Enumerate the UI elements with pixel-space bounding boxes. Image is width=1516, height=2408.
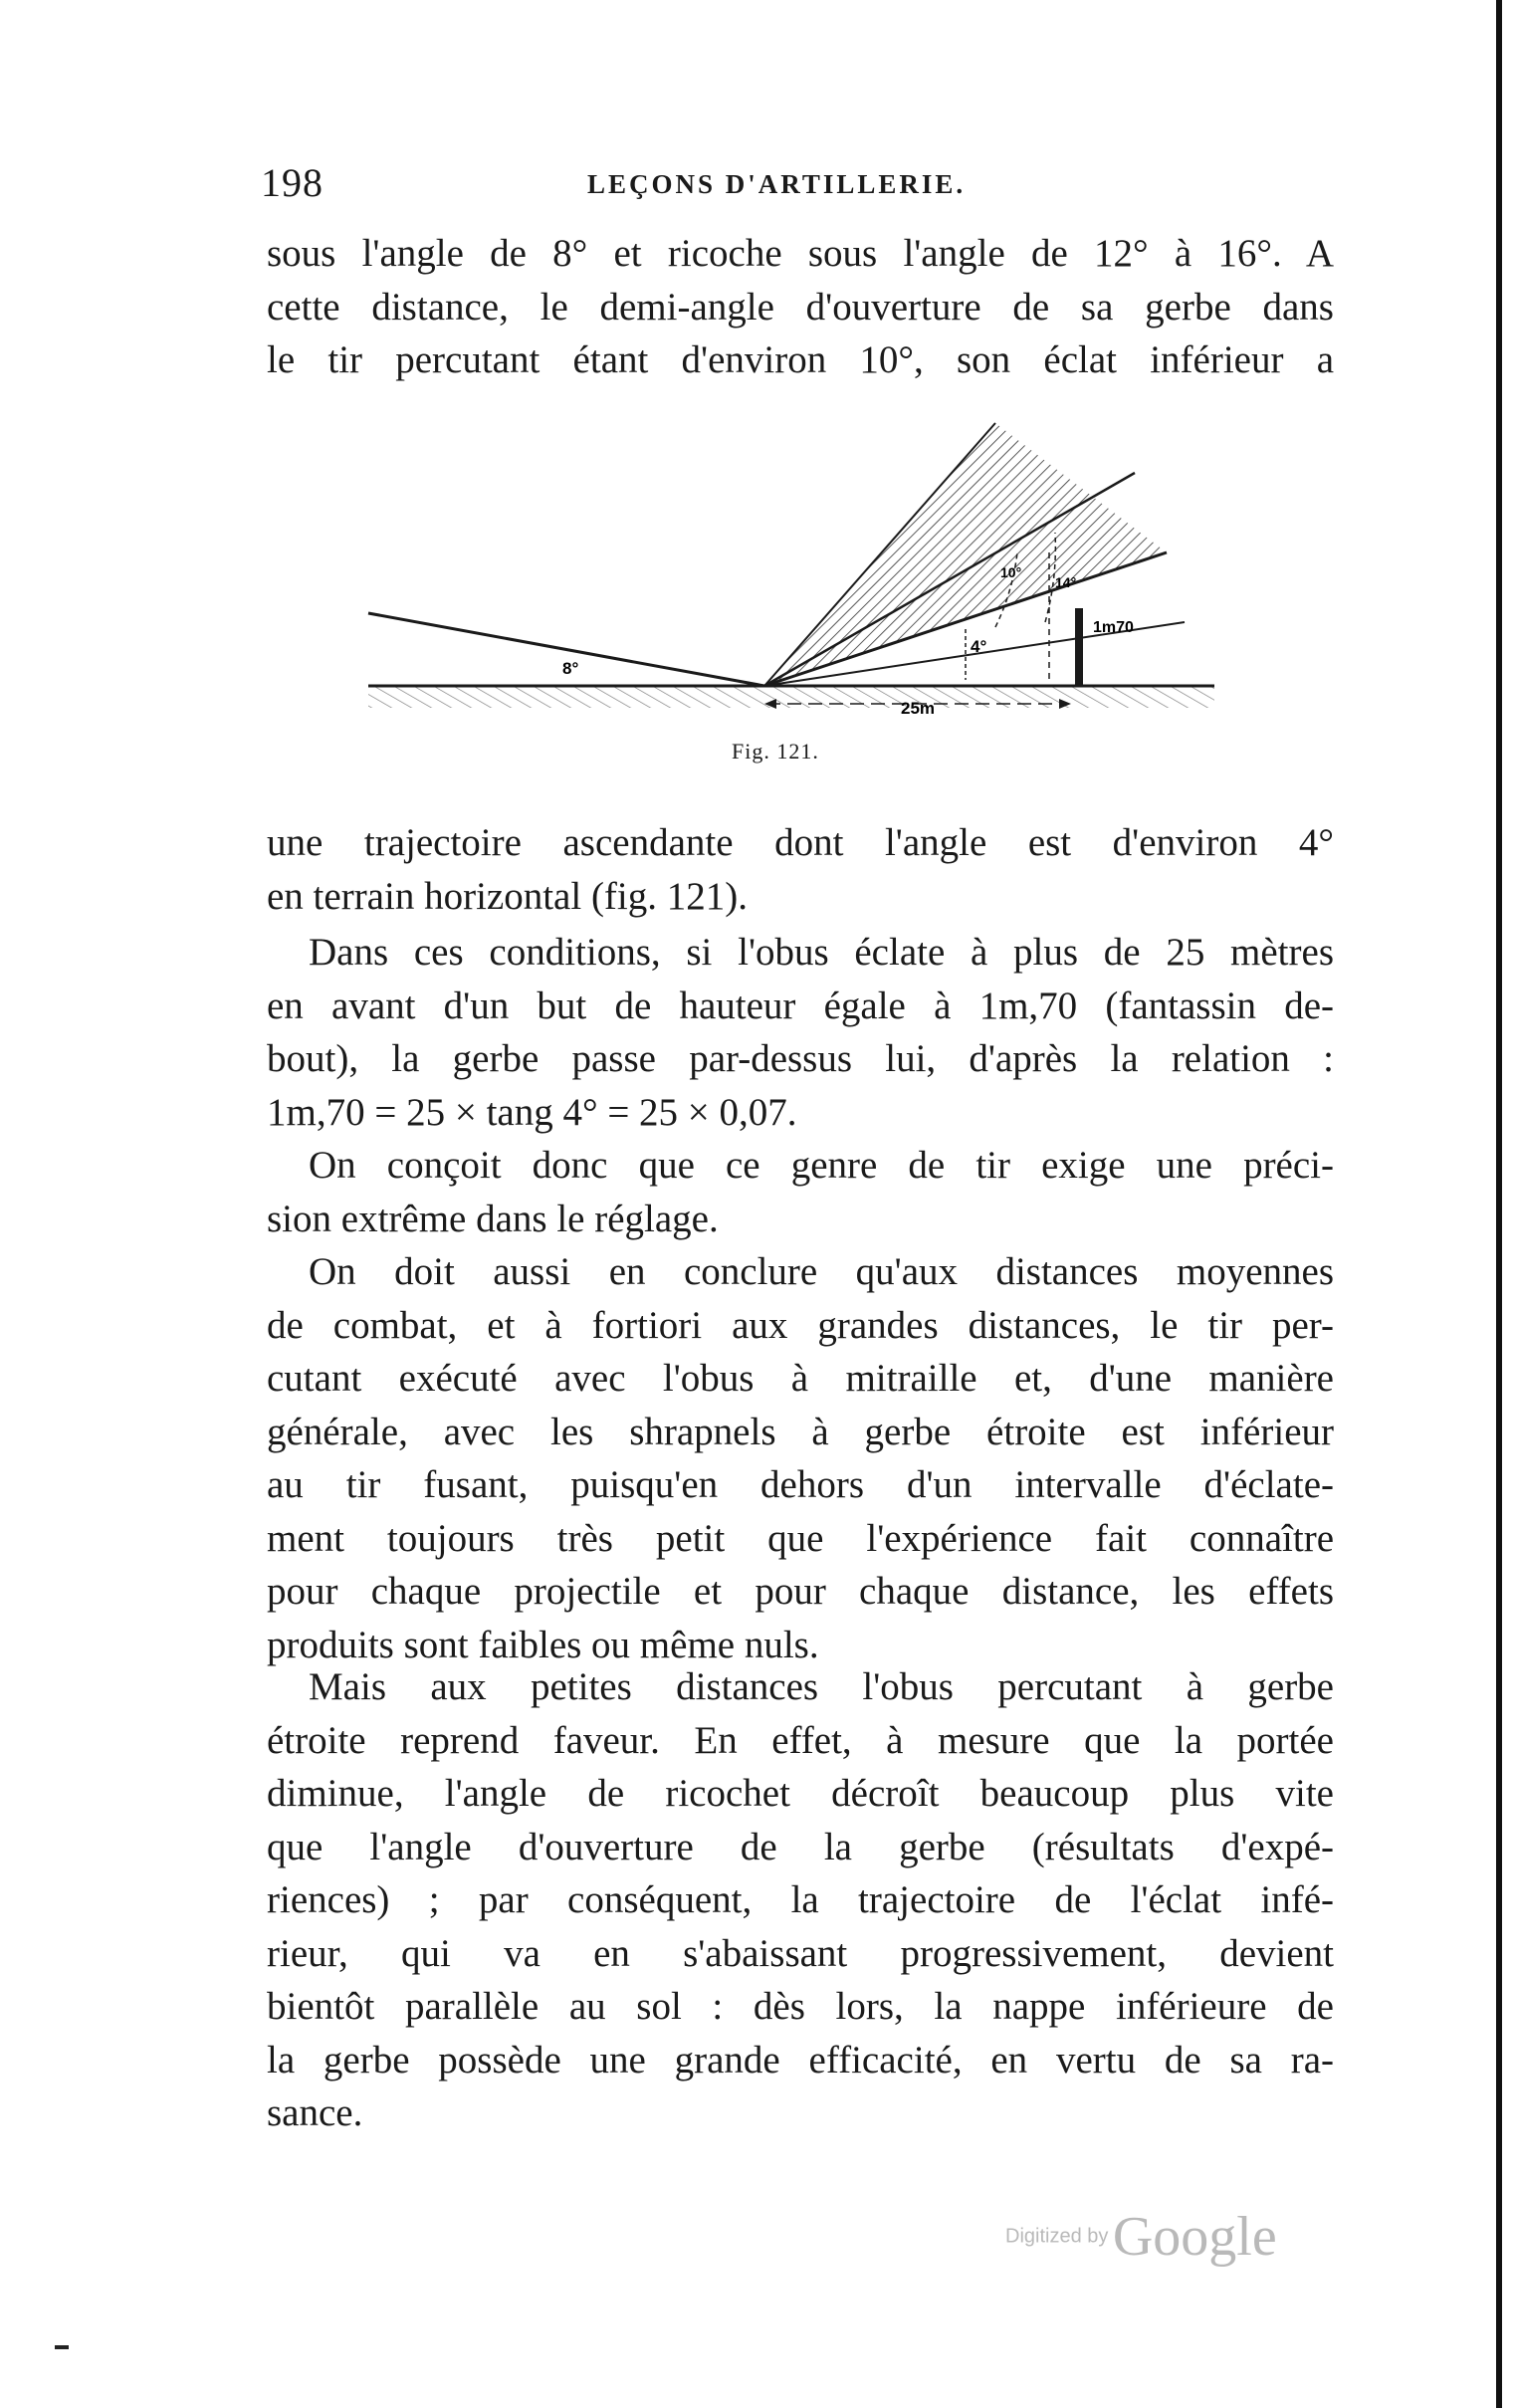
text-line: bientôt parallèle au sol : dès lors, la nappe inférieure de — [267, 1985, 1334, 2028]
text-line: cette distance, le demi-angle d'ouverture de sa gerbe dans — [267, 285, 1334, 328]
label-height: 1m70 — [1093, 619, 1134, 636]
text-line: une trajectoire ascendante dont l'angle est d'environ 4° — [267, 821, 1334, 864]
paragraph-oncoit — [267, 1139, 1334, 1245]
text-line: rieur, qui va en s'abaissant progressivement, devient — [267, 1931, 1334, 1975]
text-line: bout), la gerbe passe par-dessus lui, d'après la relation : — [267, 1037, 1334, 1080]
watermark-prefix: Digitized by — [1005, 2225, 1109, 2248]
text-line: générale, avec les shrapnels à gerbe étroite est inférieur — [267, 1410, 1334, 1453]
text-line: riences) ; par conséquent, la trajectoire de l'éclat infé- — [267, 1878, 1334, 1921]
figure-caption: Fig. 121. — [732, 739, 819, 764]
text-line: Mais aux petites distances l'obus percutant à gerbe — [309, 1665, 1334, 1708]
text-line: en terrain horizontal (fig. 121). — [267, 874, 748, 918]
paragraph-top — [267, 227, 1334, 387]
text-line: Dans ces conditions, si l'obus éclate à plus de 25 mètres — [309, 931, 1334, 974]
text-line: produits sont faibles ou même nuls. — [267, 1623, 819, 1666]
label-angle-8: 8° — [562, 659, 579, 678]
paragraph-continuation — [267, 816, 1334, 923]
paragraph-mais — [267, 1660, 1334, 2140]
text-line: sance. — [267, 2091, 363, 2134]
figure-121-diagram — [358, 413, 1254, 732]
text-line: la gerbe possède une grande efficacité, en vertu de sa ra- — [267, 2038, 1334, 2081]
text-line: On conçoit donc que ce genre de tir exige une préci- — [309, 1144, 1334, 1187]
scan-speck — [55, 2345, 69, 2349]
text-line: pour chaque projectile et pour chaque distance, les effets — [267, 1570, 1334, 1613]
page-number: 198 — [261, 160, 324, 205]
label-angle-14: 14° — [1055, 574, 1077, 590]
text-line: 1m,70 = 25 × tang 4° = 25 × 0,07. — [267, 1090, 797, 1134]
digitized-watermark — [1005, 2205, 1277, 2269]
text-line: au tir fusant, puisqu'en dehors d'un intervalle d'éclate- — [267, 1463, 1334, 1506]
text-line: le tir percutant étant d'environ 10°, son éclat inférieur a — [267, 338, 1334, 381]
label-angle-10: 10° — [1000, 564, 1022, 580]
text-line: ment toujours très petit que l'expérience fait connaître — [267, 1516, 1334, 1560]
paragraph-doit — [267, 1245, 1334, 1671]
text-line: en avant d'un but de hauteur égale à 1m,70 (fantassin de- — [267, 984, 1334, 1027]
text-line: On doit aussi en conclure qu'aux distances moyennes — [309, 1250, 1334, 1293]
text-line: étroite reprend faveur. En effet, à mesure que la portée — [267, 1718, 1334, 1762]
label-angle-4: 4° — [971, 637, 987, 656]
text-line: de combat, et à fortiori aux grandes distances, le tir per- — [267, 1303, 1334, 1347]
text-line: sion extrême dans le réglage. — [267, 1197, 719, 1240]
page-edge-bar — [1496, 0, 1502, 2408]
watermark-brand: Google — [1112, 2206, 1277, 2268]
text-line: que l'angle d'ouverture de la gerbe (résultats d'expé- — [267, 1825, 1334, 1868]
label-distance: 25m — [901, 699, 936, 718]
text-line: diminue, l'angle de ricochet décroît beaucoup plus vite — [267, 1772, 1334, 1815]
running-head: LEÇONS D'ARTILLERIE. — [587, 169, 967, 199]
paragraph-dans — [267, 926, 1334, 1139]
text-line: cutant exécuté avec l'obus à mitraille et, d'une manière — [267, 1357, 1334, 1400]
text-line: sous l'angle de 8° et ricoche sous l'angle de 12° à 16°. A — [267, 232, 1334, 275]
target-post — [1075, 608, 1083, 686]
